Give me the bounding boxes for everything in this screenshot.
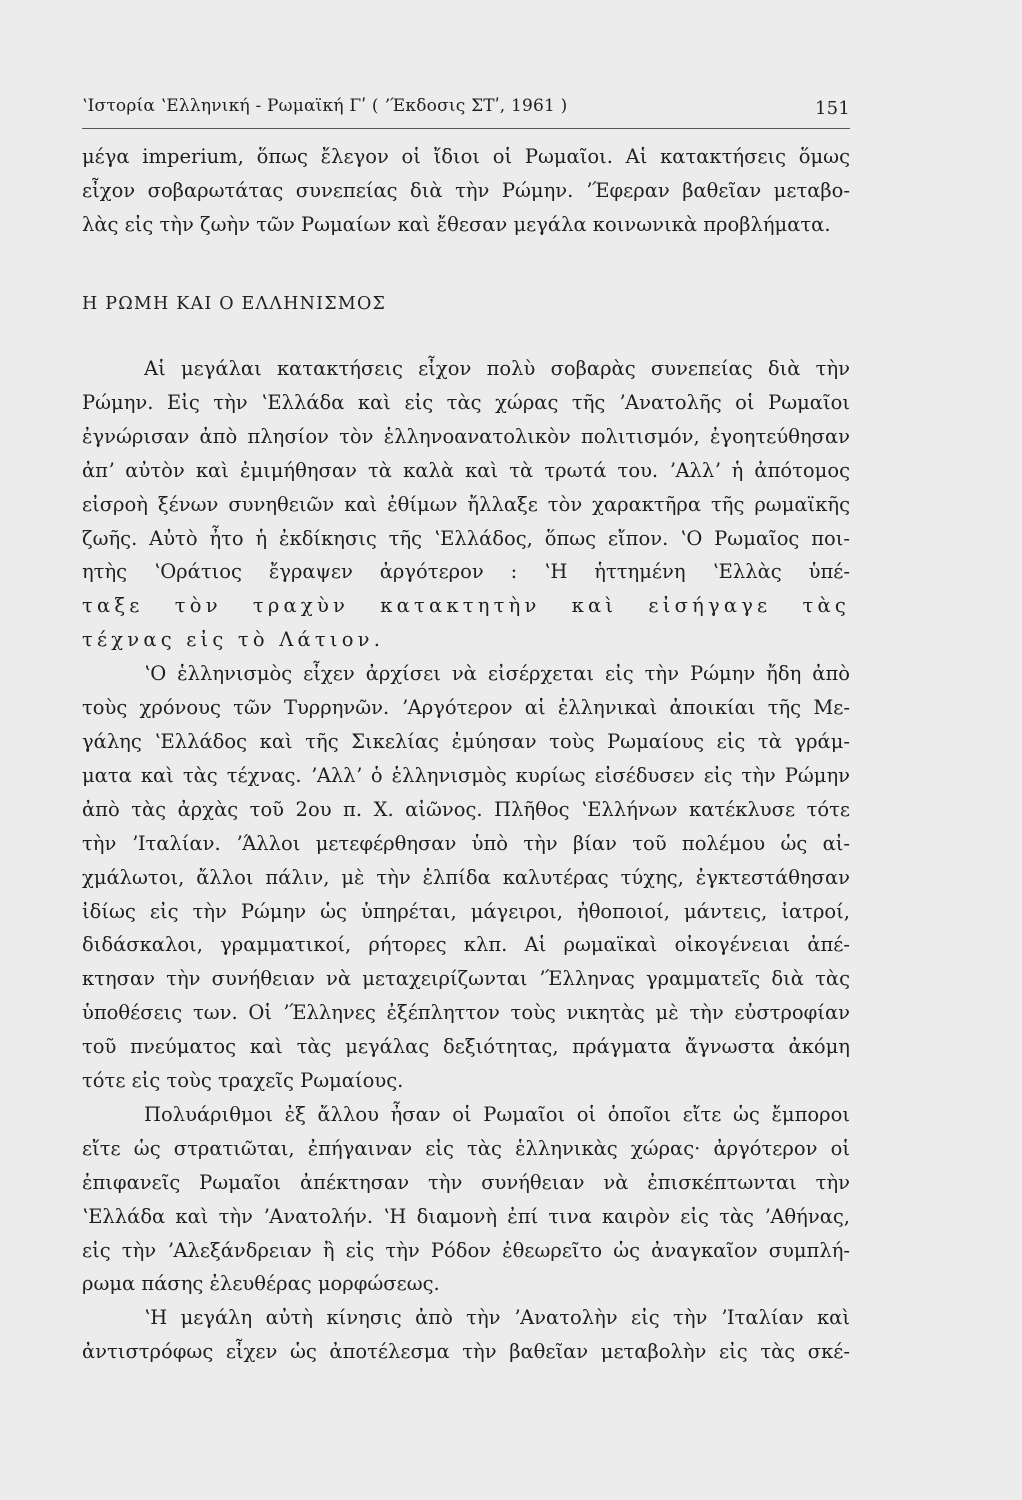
text-line: Ρώμην. Εἰς τὴν ʽΕλλάδα καὶ εἰς τὰς χώρας τῆς ʼΑνατολῆς οἱ Ρωμαῖοι: [82, 390, 850, 414]
text-line: ἐπιφανεῖς Ρωμαῖοι ἀπέκτησαν τὴν συνήθειαν νὰ ἐπισκέπτωνται τὴν: [82, 1170, 850, 1194]
text-line: εἰσροὴ ξένων συνηθειῶν καὶ ἐθίμων ἤλλαξε τὸν χαρακτῆρα τῆς ρωμαϊκῆς: [82, 492, 850, 516]
text-line: Αἱ μεγάλαι κατακτήσεις εἶχον πολὺ σοβαρὰς συνεπείας διὰ τὴν: [144, 357, 850, 380]
text-line: εἰς τὴν ʼΑλεξάνδρειαν ἢ εἰς τὴν Ρόδον ἐθεωρεῖτο ὡς ἀναγκαῖον συμπλή-: [82, 1238, 850, 1262]
paragraph-3: [82, 1098, 850, 1301]
text-line: ρωμα πάσης ἐλευθέρας μορφώσεως.: [82, 1272, 440, 1296]
text-line: ματα καὶ τὰς τέχνας. ʼΑλλʼ ὁ ἑλληνισμὸς κυρίως εἰσέδυσεν εἰς τὴν Ρώμην: [82, 763, 850, 787]
text-line: χμάλωτοι, ἄλλοι πάλιν, μὲ τὴν ἐλπίδα καλυτέρας τύχης, ἐγκτεστάθησαν: [82, 865, 850, 889]
paragraph-2: [82, 657, 850, 1098]
header-title: ʽΙστορία ʽΕλληνική - Ρωμαϊκή Γʹ ( ʼΈκδοσις ΣΤʹ, 1961 ): [82, 96, 568, 116]
text-line: ʽΕλλάδα καὶ τὴν ʼΑνατολήν. ʽΗ διαμονὴ ἐπί τινα καιρὸν εἰς τὰς ʼΑθήνας,: [82, 1204, 850, 1228]
running-header: [82, 88, 850, 129]
text-line: ητὴς ʽΟράτιος ἔγραψεν ἀργότερον : ʽΗ ἡττημένη ʽΕλλὰς ὑπέ-: [82, 560, 850, 584]
text-line: ἀντιστρόφως εἶχεν ὡς ἀποτέλεσμα τὴν βαθεῖαν μεταβολὴν εἰς τὰς σκέ-: [82, 1340, 850, 1364]
text-line: λὰς εἰς τὴν ζωὴν τῶν Ρωμαίων καὶ ἔθεσαν μεγάλα κοινωνικὰ προβλήματα.: [82, 212, 831, 236]
text-line: ʽΗ μεγάλη αὐτὴ κίνησις ἀπὸ τὴν ʼΑνατολὴν εἰς τὴν ʼΙταλίαν καὶ: [144, 1306, 850, 1330]
text-line: τέχνας εἰς τὸ Λάτιον.: [82, 628, 385, 652]
text-line: τοὺς χρόνους τῶν Τυρρηνῶν. ʼΑργότερον αἱ ἑλληνικαὶ ἀποικίαι τῆς Με-: [82, 696, 850, 720]
text-line: εἴτε ὡς στρατιῶται, ἐπήγαιναν εἰς τὰς ἑλληνικὰς χώρας· ἀργότερον οἱ: [82, 1136, 850, 1160]
text-line: Πολυάριθμοι ἐξ ἄλλου ἦσαν οἱ Ρωμαῖοι οἱ ὁποῖοι εἴτε ὡς ἔμποροι: [144, 1102, 850, 1126]
text-line: ὑποθέσεις των. Οἱ ʼΈλληνες ἐξέπληττον τοὺς νικητὰς μὲ τὴν εὐστροφίαν: [82, 1001, 850, 1025]
text-line: διδάσκαλοι, γραμματικοί, ρήτορες κλπ. Αἱ ρωμαϊκαὶ οἰκογένειαι ἀπέ-: [82, 933, 850, 957]
text-line: εἶχον σοβαρωτάτας συνεπείας διὰ τὴν Ρώμην. ʼΈφεραν βαθεῖαν μεταβο-: [82, 178, 850, 202]
text-line: κτησαν τὴν συνήθειαν νὰ μεταχειρίζωνται ʼΈλληνας γραμματεῖς διὰ τὰς: [82, 967, 850, 991]
section-body: [82, 352, 850, 1369]
text-line: τοῦ πνεύματος καὶ τὰς μεγάλας δεξιότητας, πράγματα ἄγνωστα ἀκόμη: [82, 1035, 850, 1059]
text-line: ζωῆς. Αὐτὸ ἦτο ἡ ἐκδίκησις τῆς ʽΕλλάδος, ὅπως εἴπον. ʽΟ Ρωμαῖος ποι-: [82, 526, 850, 550]
text-line: ἐγνώρισαν ἀπὸ πλησίον τὸν ἑλληνοανατολικὸν πολιτισμόν, ἐγοητεύθησαν: [82, 424, 850, 448]
text-line: ἰδίως εἰς τὴν Ρώμην ὡς ὑπηρέται, μάγειροι, ἠθοποιοί, μάντεις, ἰατροί,: [82, 899, 850, 923]
text-line: μέγα imperium, ὅπως ἔλεγον οἱ ἴδιοι οἱ Ρωμαῖοι. Αἱ κατακτήσεις ὅμως: [82, 145, 850, 168]
section-heading: Η ΡΩΜΗ ΚΑΙ Ο ΕΛΛΗΝΙΣΜΟΣ: [82, 294, 387, 314]
text-line: ʽΟ ἑλληνισμὸς εἶχεν ἀρχίσει νὰ εἰσέρχεται εἰς τὴν Ρώμην ἤδη ἀπὸ: [144, 662, 850, 686]
text-line: γάλης ʽΕλλάδος καὶ τῆς Σικελίας ἐμύησαν τοὺς Ρωμαίους εἰς τὰ γράμ-: [82, 729, 850, 753]
text-line: τότε εἰς τοὺς τραχεῖς Ρωμαίους.: [82, 1069, 404, 1093]
text-line: ἀπὸ τὰς ἀρχὰς τοῦ 2ου π. Χ. αἰῶνος. Πλῆθος ʽΕλλήνων κατέκλυσε τότε: [82, 797, 850, 821]
page-number: 151: [815, 98, 850, 119]
intro-paragraph: [82, 140, 850, 242]
paragraph-4: [82, 1301, 850, 1369]
text-line: ἀπʼ αὐτὸν καὶ ἐμιμήθησαν τὰ καλὰ καὶ τὰ τρωτά του. ʼΑλλʼ ἡ ἀπότομος: [82, 458, 850, 482]
text-line: ταξε τὸν τραχὺν κατακτητὴν καὶ εἰσήγαγε τὰς: [82, 594, 850, 618]
text-line: τὴν ʼΙταλίαν. ʼΆλλοι μετεφέρθησαν ὑπὸ τὴν βίαν τοῦ πολέμου ὡς αἰ-: [82, 831, 850, 855]
paragraph-1: [82, 352, 850, 657]
